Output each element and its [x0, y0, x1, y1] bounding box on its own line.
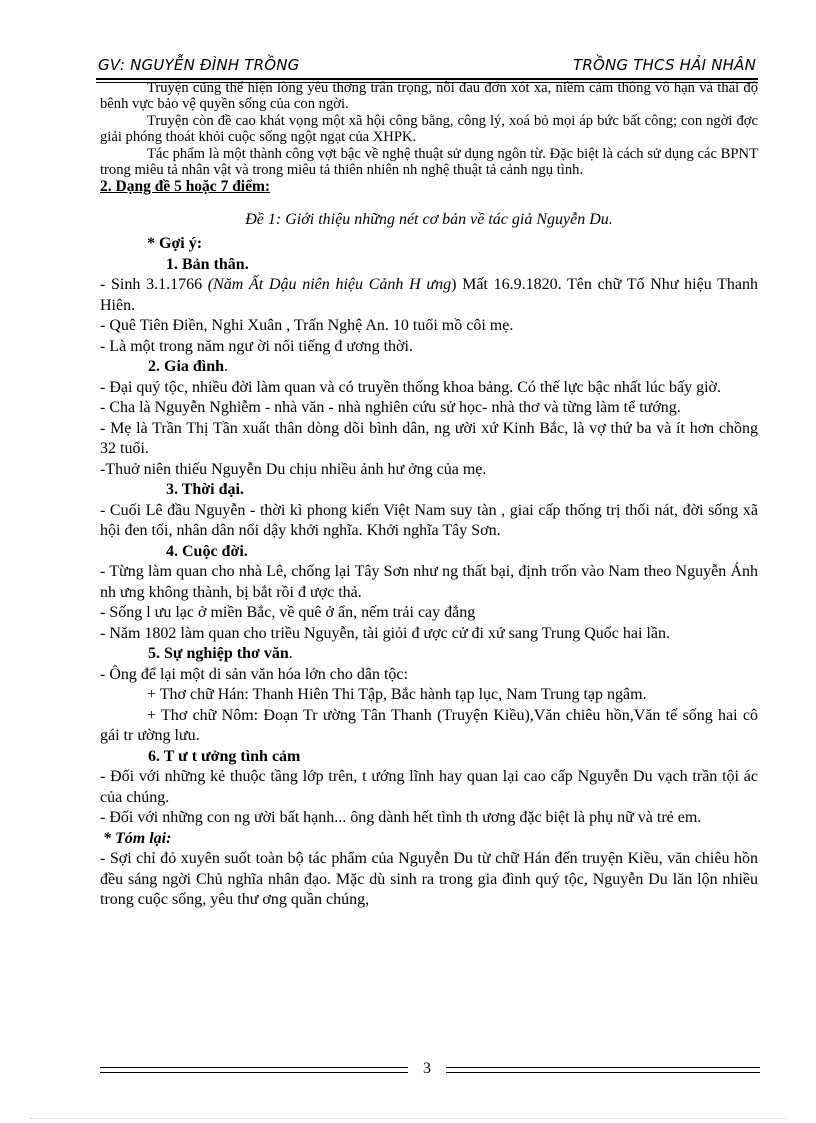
s1-line-3: - Là một trong năm ngư ời nổi tiếng đ ương thời. [100, 337, 413, 355]
s6-line-1: - Đối với những kẻ thuộc tầng lớp trên, t ướng lĩnh hay quan lại cao cấp Nguyễn Du vạch trần tội ác của chúng. [100, 768, 758, 806]
summary-text: - Sợi chỉ đỏ xuyên suốt toàn bộ tác phẩm của Nguyễn Du từ chữ Hán đến truyện Kiều, văn chiêu hồn đều sáng ngời Chủ nghĩa nhân đạo. Mặc dù sinh ra trong gia đình quý tộc, Nguyễn Du lăn lộn nhiều trong cuộc sống, yêu thư ơng quần chúng, [100, 850, 758, 909]
s2-line-1: - Đại quý tộc, nhiều đời làm quan và có truyền thống khoa bảng. Có thế lực bậc nhất lúc bấy giờ. [100, 378, 721, 396]
page-bottom-edge [30, 1118, 786, 1119]
s2-line-2: - Cha là Nguyễn Nghiễm - nhà văn - nhà nghiên cứu sử học- nhà thơ và từng làm tể tướng. [100, 399, 681, 417]
s4-line-1: - Từng làm quan cho nhà Lê, chống lại Tây Sơn như ng thất bại, định trốn vào Nam theo Nguyễn Ánh nh ưng không thành, bị bắt rồi đ ược thả. [100, 563, 758, 601]
header-teacher: GV: NGUYỄN ĐÌNH TRỒNG [98, 56, 300, 74]
exercise-title: Đề 1: Giới thiệu những nét cơ bản về tác giả Nguyễn Du. [245, 211, 613, 229]
s5-title-dot: . [288, 645, 293, 663]
s1-line-2: - Quê Tiên Điền, Nghi Xuân , Trấn Nghệ An. 10 tuổi mồ côi mẹ. [100, 317, 514, 335]
s4-line-2: - Sống l ưu lạc ở miền Bắc, về quê ở ẩn, nếm trải cay đắng [100, 604, 476, 622]
s5-title-text: 5. Sự nghiệp thơ văn [148, 645, 289, 663]
header-school: TRỒNG THCS HẢI NHÂN [572, 56, 756, 74]
hint-label: * Gợi ý: [147, 235, 203, 253]
s2-line-3: - Mẹ là Trần Thị Tần xuất thân dòng dõi bình dân, ng ười xứ Kinh Bắc, là vợ thứ ba và ít hơn chồng 32 tuổi. [100, 419, 758, 458]
footer-rule-left [100, 1067, 408, 1073]
intro-paragraph-2: Truyện còn đề cao khát vọng một xã hội công bằng, công lý, xoá bỏ mọi áp bức bất công; con ngời đợc giải phóng thoát khỏi cuộc sống ngột ngạt của XHPK. [100, 112, 758, 146]
s1-line-1-italic: (Năm Ất Dậu niên hiệu Cảnh H ưng [207, 276, 452, 294]
page-header [96, 50, 758, 80]
s2-title-dot: . [224, 358, 229, 376]
s2-title [100, 357, 758, 378]
s2-line-4: -Thuở niên thiếu Nguyễn Du chịu nhiều ảnh hư ởng của mẹ. [100, 460, 487, 478]
page-body [100, 80, 758, 911]
s6-line-2: - Đối với những con ng ười bất hạnh... ông dành hết tình th ương đặc biệt là phụ nữ và trẻ em. [100, 809, 702, 827]
s3-title: 3. Thời đại. [166, 481, 244, 499]
s3-line-1: - Cuối Lê đầu Nguyễn - thời kì phong kiến Việt Nam suy tàn , giai cấp thống trị thối nát, đời sống xã hội đen tối, nhân dân nổi dậy khởi nghĩa. Khởi nghĩa Tây Sơn. [100, 501, 758, 540]
intro-paragraph-3: Tác phẩm là một thành công vợt bậc về nghệ thuật sử dụng ngôn từ. Đặc biệt là cách sử dụng các BPNT trong miêu tả nhân vật và trong miêu tả thiên nhiên nh nghệ thuật tả cảnh ngụ tình. [100, 145, 758, 179]
s5-title [100, 644, 758, 665]
section-heading: 2. Dạng đề 5 hoặc 7 điểm: [100, 178, 271, 196]
page-number: 3 [423, 1060, 431, 1077]
s5-intro: - Ông để lại một di sản văn hóa lớn cho dân tộc: [100, 665, 408, 683]
s5-nom-works: + Thơ chữ Nôm: Đoạn Tr ường Tân Thanh (Truyện Kiều),Văn chiêu hồn,Văn tế sống hai cô gái tr ường lưu. [100, 706, 758, 745]
s4-title: 4. Cuộc đời. [166, 542, 248, 560]
s1-line-1-c: ) Mất 16.9.1820. Tên chữ Tố Như hiệu Thanh Hiên. [100, 276, 759, 314]
s1-line-1-a: - Sinh 3.1.1766 [100, 276, 208, 294]
page-footer [100, 1060, 760, 1080]
s1-line-1 [100, 275, 758, 316]
s5-han-works: + Thơ chữ Hán: Thanh Hiên Thi Tập, Bắc hành tạp lục, Nam Trung tạp ngâm. [147, 686, 647, 704]
s2-title-text: 2. Gia đình [148, 358, 225, 376]
s1-title: 1. Bản thân. [166, 255, 249, 273]
s6-title: 6. T ư t ưởng tình cảm [148, 747, 301, 765]
s4-line-3: - Năm 1802 làm quan cho triều Nguyễn, tài giỏi đ ược cử đi xứ sang Trung Quốc hai lần. [100, 624, 670, 642]
intro-paragraph-1: Truyện cũng thể hiện lòng yêu thơng trân trọng, nỗi đau đớn xót xa, niềm cảm thông vô hạn và thái độ bênh vực bảo vệ quyền sống của con ngời. [100, 80, 758, 113]
summary-title: * Tóm lại: [103, 829, 172, 847]
footer-rule-right [446, 1067, 760, 1073]
